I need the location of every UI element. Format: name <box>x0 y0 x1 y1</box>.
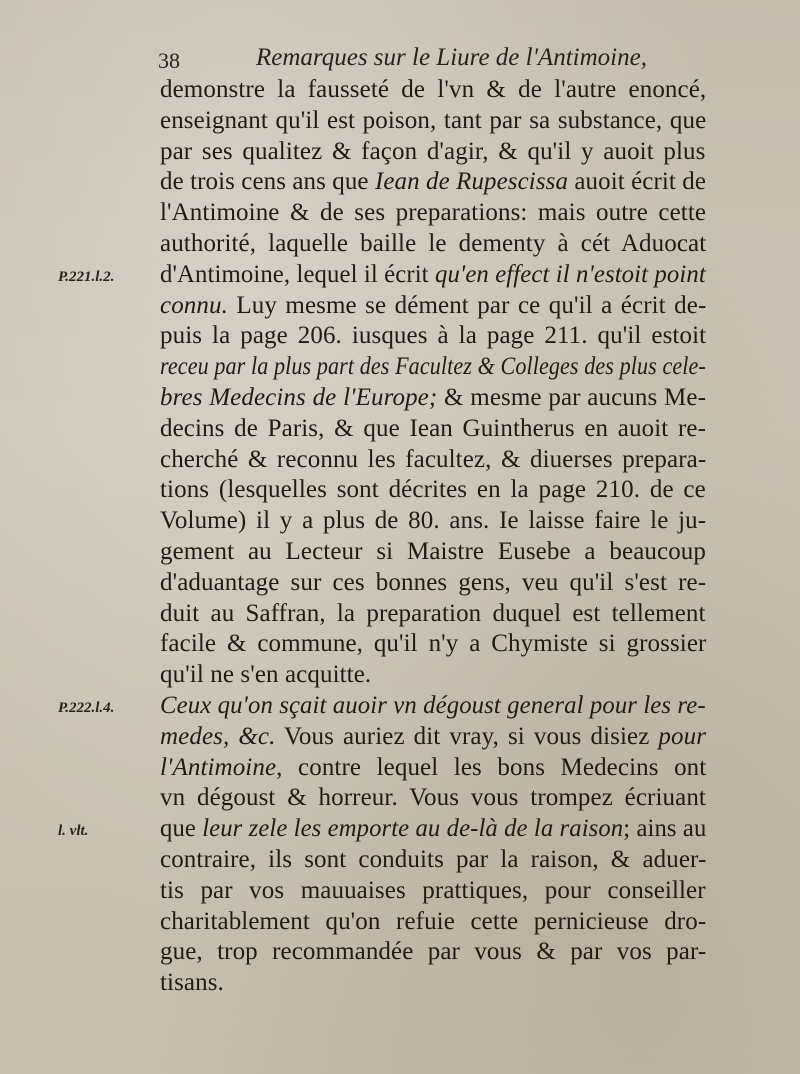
roman-text: tis par vos mauuaises prattiques, pour conseiller <box>160 876 706 904</box>
text-line <box>160 630 706 662</box>
italic-text: leur zele les emporte au de-là de la raison <box>202 815 624 843</box>
text-line <box>160 261 706 293</box>
roman-text: gue, trop recommandée par vous & par vos par- <box>160 938 707 966</box>
text-line <box>160 476 706 508</box>
text-line <box>160 600 706 632</box>
text-line <box>160 384 706 416</box>
roman-text: , contre lequel les bons Medecins ont <box>276 753 707 781</box>
text-line <box>160 908 706 940</box>
text-line <box>160 754 706 786</box>
roman-text: l'Antimoine & de ses preparations: mais outre cette <box>160 199 707 227</box>
text-line <box>160 76 706 108</box>
text-line <box>160 507 706 539</box>
roman-text: enseignant qu'il est poison, tant par sa substance, que <box>160 106 707 134</box>
italic-text: receu par la plus part des Facultez & Colleges des plus cele- <box>160 353 706 381</box>
roman-text: duit au Saffran, la preparation duquel est tellement <box>160 599 706 627</box>
text-line <box>160 846 706 878</box>
margin-reference: l. vlt. <box>58 823 89 840</box>
roman-text: d'aduantage sur ces bonnes gens, veu qu'il s'est re- <box>160 568 707 596</box>
roman-text: charitablement qu'on refuie cette pernicieuse dro- <box>160 907 707 935</box>
text-line <box>160 723 706 755</box>
text-line <box>160 877 706 909</box>
text-line <box>160 969 224 1001</box>
text-line <box>160 446 706 478</box>
running-head: Remarques sur le Liure de l'Antimoine, <box>256 44 647 71</box>
page-number: 38 <box>158 48 180 73</box>
roman-text: vn dégoust & horreur. Vous vous trompez écriuant <box>160 784 706 812</box>
text-line <box>160 938 706 970</box>
italic-text: pour <box>658 722 707 750</box>
roman-text: & mesme par aucuns Me- <box>437 384 706 411</box>
text-line <box>160 784 706 816</box>
italic-text: connu. <box>160 291 228 319</box>
text-line <box>160 107 706 139</box>
italic-text: Ceux qu'on sçait auoir vn dégoust general pour les re- <box>160 692 706 719</box>
margin-reference: P.221.l.2. <box>58 268 115 285</box>
text-line <box>160 415 706 447</box>
text-line <box>160 322 706 354</box>
roman-text: auoit écrit de <box>568 168 707 196</box>
text-line <box>160 661 371 693</box>
roman-text: tions (lesquelles sont décrites en la page 210. de ce <box>160 476 706 504</box>
roman-text: d'Antimoine, lequel il écrit <box>160 260 435 288</box>
roman-text: de trois cens ans que <box>160 168 375 196</box>
roman-text: tisans. <box>160 969 224 997</box>
italic-text: bres Medecins de l'Europe; <box>160 384 438 411</box>
roman-text: puis la page 206. iusques à la page 211. qu'il estoit <box>160 322 707 350</box>
italic-text: qu'en effect il n'estoit point <box>434 260 706 288</box>
text-line <box>160 292 706 324</box>
roman-text: authorité, laquelle baille le dementy à cét Aduocat <box>160 230 707 257</box>
text-line <box>160 199 706 231</box>
text-line <box>160 692 706 724</box>
roman-text: Vous auriez dit vray, si vous disiez <box>275 722 659 750</box>
text-line <box>160 168 706 200</box>
roman-text: decins de Paris, & que Iean Guintherus en auoit re- <box>160 414 707 442</box>
italic-text: medes, &c. <box>160 722 276 750</box>
text-line <box>160 138 706 170</box>
page-header <box>160 44 720 80</box>
roman-text: facile & commune, qu'il n'y a Chymiste si grossier <box>160 630 707 658</box>
roman-text: Volume) il y a plus de 80. ans. Ie laisse faire le ju- <box>160 507 707 535</box>
italic-text: l'Antimoine <box>160 753 277 781</box>
roman-text: ; ains au <box>623 815 707 843</box>
roman-text: que <box>160 815 203 843</box>
text-line <box>160 230 706 262</box>
roman-text: gement au Lecteur si Maistre Eusebe a beaucoup <box>160 538 706 565</box>
roman-text: cherché & reconnu les facultez, & diuerses prepara- <box>160 445 707 473</box>
roman-text: qu'il ne s'en acquitte. <box>160 661 372 689</box>
roman-text: par ses qualitez & façon d'agir, & qu'il y auoit plus <box>160 137 706 165</box>
roman-text: Luy mesme se dément par ce qu'il a écrit de- <box>227 291 707 319</box>
roman-text: demonstre la fausseté de l'vn & de l'autre enoncé, <box>160 76 707 103</box>
text-line <box>160 353 706 385</box>
text-line <box>160 569 706 601</box>
italic-text: Iean de Rupescissa <box>374 168 569 196</box>
text-line <box>160 815 706 847</box>
roman-text: contraire, ils sont conduits par la raison, & aduer- <box>160 846 707 873</box>
margin-reference: P.222.l.4. <box>58 700 115 716</box>
text-line <box>160 538 706 570</box>
